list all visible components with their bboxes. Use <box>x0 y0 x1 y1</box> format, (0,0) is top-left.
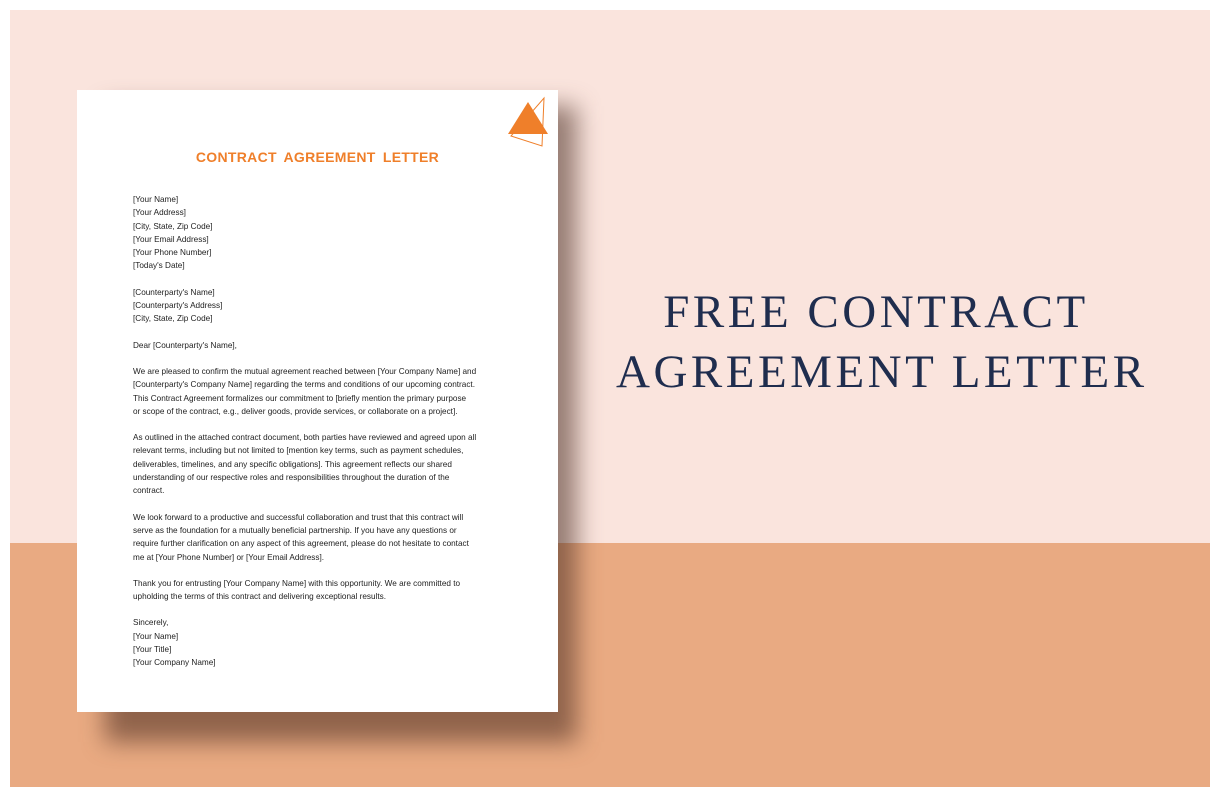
paragraph-line: contract. <box>133 486 165 496</box>
sender-line: [Your Phone Number] <box>133 248 212 258</box>
headline-line-1: FREE CONTRACT <box>663 286 1089 338</box>
recipient-block <box>133 286 503 326</box>
paragraph-line: We are pleased to confirm the mutual agreement reached between [Your Company Name] and <box>133 366 477 376</box>
recipient-line: [City, State, Zip Code] <box>133 314 213 324</box>
closing-line: Sincerely, <box>133 618 169 628</box>
paragraph-line: As outlined in the attached contract document, both parties have reviewed and agreed upon all <box>133 433 477 443</box>
paragraph-line: We look forward to a productive and successful collaboration and trust that this contract will <box>133 512 464 522</box>
headline <box>616 282 1148 402</box>
sender-line: [Your Name] <box>133 195 179 204</box>
closing-line: [Your Company Name] <box>133 658 216 668</box>
triangle-logo-icon <box>506 96 550 148</box>
paragraph-line: require further clarification on any aspect of this agreement, please do not hesitate to contact <box>133 539 469 549</box>
paragraph-line: serve as the foundation for a mutually beneficial partnership. If you have any questions or <box>133 525 457 535</box>
sender-line: [City, State, Zip Code] <box>133 221 213 231</box>
sender-line: [Your Email Address] <box>133 234 209 244</box>
document-title: CONTRACT AGREEMENT LETTER <box>195 149 440 165</box>
paragraph-line: [Counterparty's Company Name] regarding the terms and conditions of our upcoming contract. <box>133 380 475 390</box>
letter-document <box>77 90 558 712</box>
sender-line: [Today's Date] <box>133 261 185 271</box>
paragraph-line: understanding of our respective roles and responsibilities throughout the duration of the <box>133 473 450 483</box>
paragraph <box>133 365 503 418</box>
paragraph-line: or scope of the contract, e.g., deliver goods, provide services, or collaborate on a project]. <box>133 406 458 416</box>
salutation <box>133 339 503 352</box>
headline-line-2: AGREEMENT LETTER <box>616 346 1148 398</box>
closing-line: [Your Name] <box>133 631 179 641</box>
sender-line: [Your Address] <box>133 208 186 218</box>
paragraph-line: me at [Your Phone Number] or [Your Email Address]. <box>133 552 324 562</box>
salutation-line: Dear [Counterparty's Name], <box>133 340 237 350</box>
banner <box>10 10 1210 787</box>
recipient-line: [Counterparty's Address] <box>133 301 223 311</box>
paragraph-line: deliverables, timelines, and any specific obligations]. This agreement reflects our shared <box>133 459 452 469</box>
paragraph-line: Thank you for entrusting [Your Company Name] with this opportunity. We are committed to <box>133 578 461 588</box>
paragraph <box>133 577 503 604</box>
closing-line: [Your Title] <box>133 645 172 655</box>
sender-block <box>133 193 503 273</box>
closing-block <box>133 616 503 669</box>
letter-body <box>133 193 503 670</box>
paragraph <box>133 511 503 564</box>
recipient-line: [Counterparty's Name] <box>133 287 215 297</box>
paragraph-line: relevant terms, including but not limited to [mention key terms, such as payment schedules, <box>133 446 464 456</box>
paragraph <box>133 431 503 497</box>
paragraph-line: upholding the terms of this contract and delivering exceptional results. <box>133 592 387 602</box>
paragraph-line: This Contract Agreement formalizes our commitment to [briefly mention the primary purpose <box>133 393 467 403</box>
